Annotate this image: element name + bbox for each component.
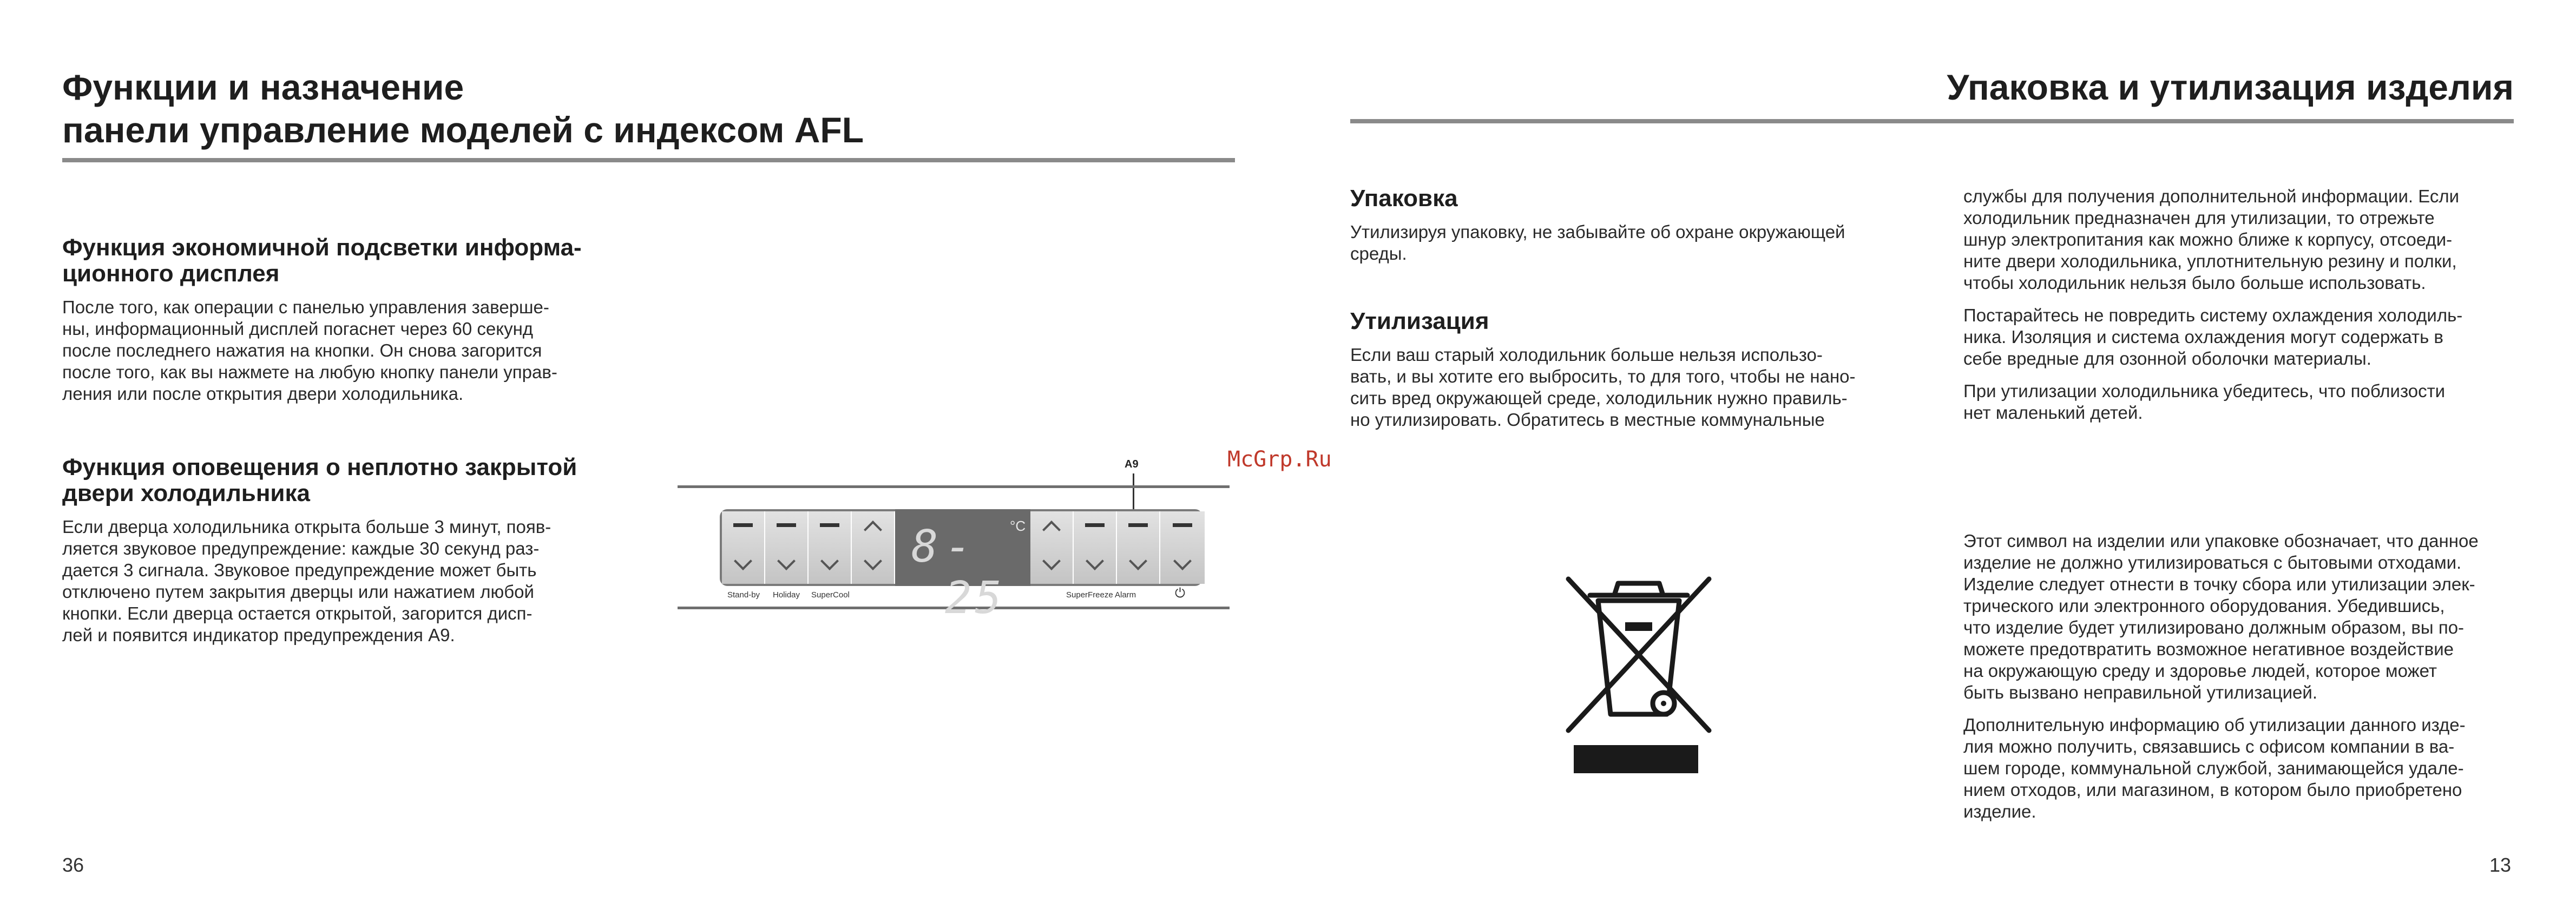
section2-line: кнопки. Если дверца остается открытой, загорится дисп- [62,603,533,623]
disposal-continued [1963,186,2515,424]
section1-line: после того, как вы нажмете на любую кнопку панели управ- [62,362,557,382]
weee-p1-line: трического или электронного оборудования. Убедившись, [1963,596,2445,616]
holiday-label: Holiday [773,590,800,600]
weee-p1-line: можете предотвратить возможное негативное воздействие [1963,639,2454,659]
weee-text [1963,530,2515,822]
section2-line: ляется звуковое предупреждение: каждые 30 секунд раз- [62,538,540,558]
disposal-line: сить вред окружающей среде, холодильник нужно правиль- [1350,388,1848,408]
standby-button[interactable] [722,511,765,584]
watermark: McGrp.Ru [1227,447,1332,472]
weee-crossed-bin-icon [1558,568,1720,779]
weee-p2-line: изделие. [1963,801,2036,821]
minus-indicator [1173,523,1192,527]
section2-line: лей и появится индикатор предупреждения А9. [62,625,455,645]
section2-line: отключено путем закрытия дверцы или нажатием любой [62,582,534,602]
chevron-down-icon [864,552,882,570]
col2-p1-line: шнур электропитания как можно ближе к корпусу, отсоеди- [1963,229,2453,249]
section2-line: Если дверца холодильника открыта больше 3 минут, появ- [62,517,551,537]
supercool-button[interactable] [809,511,852,584]
left-title-rule [62,158,1235,162]
section2-heading-line1: Функция оповещения о неплотно закрытой [62,454,577,480]
a9-callout: A9 [1125,458,1139,470]
power-icon: ⏻ [1175,586,1185,601]
freezer-temp-button[interactable] [1030,511,1074,584]
holiday-button[interactable] [765,511,809,584]
alarm-label: Alarm [1115,590,1136,600]
section1-line: ны, информационный дисплей погаснет через 60 секунд [62,319,534,339]
superfreeze-label: SuperFreeze [1066,590,1113,600]
celsius-unit: °C [1010,518,1026,534]
section-door-alarm [62,455,617,646]
section1-line: ления или после открытия двери холодильника. [62,384,464,404]
left-page-number: 36 [62,854,84,876]
right-title-rule [1350,119,2514,123]
section-packaging [1350,186,1908,265]
section-display-lighting [62,235,617,405]
col2-p1-line: чтобы холодильник нельзя было больше использовать. [1963,273,2426,293]
minus-indicator [820,523,839,527]
fridge-temp-digit: 8 [911,521,942,572]
section1-line: После того, как операции с панелью управления заверше- [62,297,549,317]
weee-p2-line: нием отходов, или магазином, в котором было приобретено [1963,780,2462,800]
power-button[interactable] [1160,511,1205,584]
disposal-line: но утилизировать. Обратитесь в местные коммунальные [1350,410,1825,430]
disposal-line: Если ваш старый холодильник больше нельзя использо- [1350,345,1823,365]
col2-p3-line: нет маленький детей. [1963,403,2143,423]
left-page-title [62,66,864,152]
col2-p1-line: службы для получения дополнительной информации. Если [1963,186,2460,206]
supercool-label: SuperCool [811,590,850,600]
chevron-down-icon [1173,552,1192,570]
weee-p1-line: Этот символ на изделии или упаковке обозначает, что данное [1963,531,2479,551]
freezer-temp-digits: - 25 [945,521,1005,624]
packaging-line: Утилизируя упаковку, не забывайте об охране окружающей [1350,222,1845,242]
col2-p3-line: При утилизации холодильника убедитесь, что поблизости [1963,381,2446,401]
superfreeze-button[interactable] [1074,511,1117,584]
chevron-down-icon [1129,552,1147,570]
chevron-down-icon [1042,552,1061,570]
minus-indicator [777,523,796,527]
col2-p2-line: Постарайтесь не повредить систему охлаждения холодиль- [1963,305,2463,325]
weee-p2-line: Дополнительную информацию об утилизации данного изде- [1963,715,2466,735]
control-panel-figure [678,452,1230,624]
packaging-line: среды. [1350,243,1407,264]
chevron-down-icon [1086,552,1104,570]
section2-line: дается 3 сигнала. Звуковое предупреждение может быть [62,560,537,580]
chevron-up-icon [864,521,882,539]
right-title: Упаковка и утилизация изделия [1947,67,2514,107]
chevron-down-icon [734,552,752,570]
right-page-title [1350,66,2514,109]
chevron-down-icon [820,552,839,570]
section2-heading-line2: двери холодильника [62,480,310,506]
section1-line: после последнего нажатия на кнопки. Он снова загорится [62,340,542,360]
weee-p2-line: лия можно получить, связавшись с офисом компании в ва- [1963,736,2455,756]
col2-p2-line: ника. Изоляция и система охлаждения могут содержать в [1963,327,2443,347]
standby-label: Stand-by [727,590,760,600]
packaging-heading: Упаковка [1350,185,1458,212]
left-title-line1: Функции и назначение [62,67,464,107]
temperature-display [895,509,1030,624]
panel-top-line [678,485,1230,488]
weee-p1-line: изделие не должно утилизироваться с бытовыми отходами. [1963,552,2462,572]
section1-heading-line2: ционного дисплея [62,260,280,287]
weee-p1-line: на окружающую среду и здоровье людей, которое может [1963,661,2437,681]
weee-p1-line: Изделие следует отнести в точку сбора или утилизации элек- [1963,574,2475,594]
minus-indicator [1128,523,1148,527]
right-page-number: 13 [2489,854,2512,876]
weee-p1-line: быть вызвано неправильной утилизацией. [1963,682,2317,702]
col2-p2-line: себе вредные для озонной оболочки материалы. [1963,348,2371,368]
alarm-button[interactable] [1117,511,1160,584]
fridge-temp-button[interactable] [852,511,895,584]
minus-indicator [733,523,753,527]
chevron-down-icon [777,552,796,570]
weee-p2-line: шем городе, коммунальной службой, занимающейся удале- [1963,758,2464,778]
section-disposal [1350,308,1908,431]
weee-p1-line: что изделие будет утилизировано должным образом, вы по- [1963,617,2465,637]
left-title-line2: панели управление моделей с индексом AFL [62,110,864,150]
col2-p1-line: холодильник предназначен для утилизации, то отрежьте [1963,208,2435,228]
chevron-up-icon [1042,521,1061,539]
section1-heading-line1: Функция экономичной подсветки информа- [62,234,582,261]
disposal-line: вать, и вы хотите его выбросить, то для того, чтобы не нано- [1350,366,1856,386]
minus-indicator [1085,523,1105,527]
col2-p1-line: ните двери холодильника, уплотнительную резину и полки, [1963,251,2457,271]
disposal-heading: Утилизация [1350,308,1489,334]
